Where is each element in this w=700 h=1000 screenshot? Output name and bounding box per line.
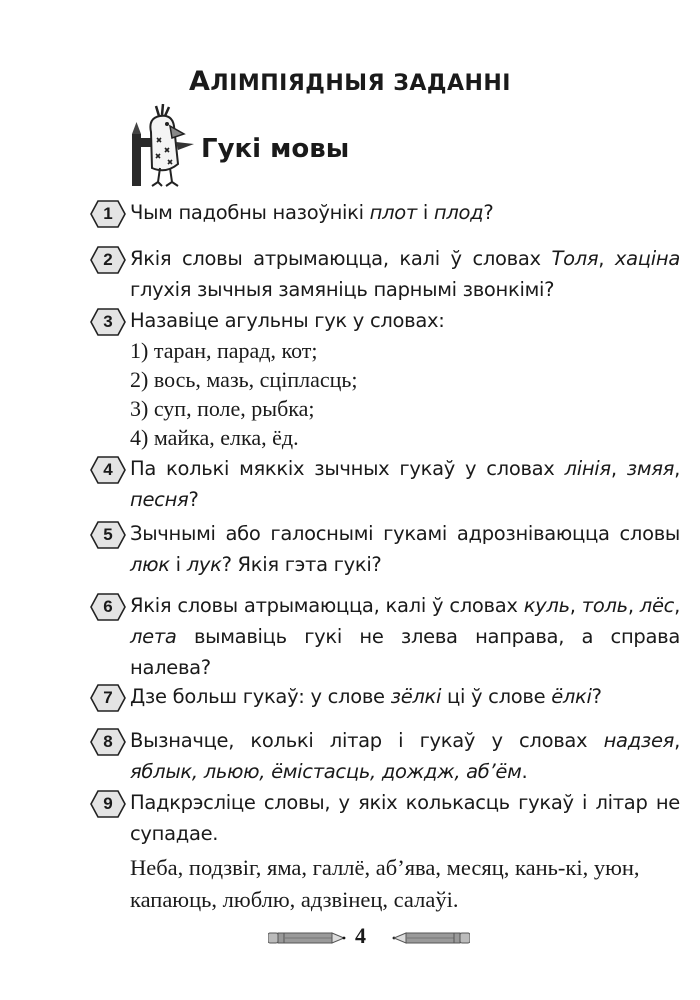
task-question [130, 518, 680, 580]
question-text: Назавіце агульны гук у словах: [130, 309, 445, 332]
italic-word: толь [581, 594, 628, 617]
task-number: 8 [103, 732, 113, 751]
task-item [90, 518, 680, 580]
bird-with-pencil-icon [126, 104, 200, 190]
question-text: Чым падобны назоўнікі [130, 201, 370, 224]
question-text: , [598, 247, 615, 270]
question-text: вымавіць гукі не злева направа, а справа налева? [130, 625, 680, 679]
task-question [130, 197, 680, 228]
task-item [90, 453, 680, 515]
italic-word: лук [186, 553, 222, 576]
pencil-icon [268, 931, 346, 945]
task-number: 3 [103, 312, 113, 331]
answer-option: 2) вось, мазь, сціпласць; [130, 367, 358, 392]
question-text: і [169, 553, 187, 576]
italic-word: Толя [551, 247, 599, 270]
italic-word: куль [523, 594, 570, 617]
task-number: 7 [103, 688, 113, 707]
question-text: ці ў слове [441, 685, 552, 708]
task-question [130, 681, 680, 712]
answer-option: 1) таран, парад, кот; [130, 338, 318, 363]
question-text: , [674, 594, 680, 617]
italic-word: плод [433, 201, 484, 224]
question-text: Вызначце, колькі літар і гукаў у словах [130, 729, 604, 752]
task-item [90, 590, 680, 683]
italic-word: надзея [603, 729, 675, 752]
task-number-badge [90, 308, 126, 336]
italic-word: змяя [626, 457, 675, 480]
italic-word: лінія [564, 457, 611, 480]
question-text: ? [188, 488, 199, 511]
italic-word: ёлкі [551, 685, 592, 708]
task-question [130, 453, 680, 515]
question-text: , [610, 457, 627, 480]
task-question [130, 725, 680, 787]
task-number: 9 [103, 794, 113, 813]
task-number-badge [90, 790, 126, 818]
answer-option: 3) суп, поле, рыбка; [130, 396, 315, 421]
task-number-badge [90, 728, 126, 756]
task-question [130, 590, 680, 683]
answer-option: 4) майка, елка, ёд. [130, 425, 299, 450]
task-item [90, 787, 680, 849]
task-number: 6 [103, 597, 113, 616]
italic-word: лета [130, 625, 177, 648]
title-rest: ЛІМПІЯДНЫЯ ЗАДАННІ [210, 71, 511, 96]
word-list: Неба, подзвіг, яма, галлё, аб’ява, месяц, кань-кі, уюн, капаюць, люблю, адзвінец, салаўі. [130, 855, 640, 912]
question-text: Зычнымі або галоснымі гукамі адрозніваюцца словы [130, 522, 680, 545]
task-number-badge [90, 521, 126, 549]
task-number: 1 [103, 204, 113, 223]
question-text: Па колькі мяккіх зычных гукаў у словах [130, 457, 565, 480]
question-text: Дзе больш гукаў: у слове [130, 685, 391, 708]
task-question [130, 305, 680, 336]
italic-word: хаціна [614, 247, 680, 270]
pencil-icon [392, 931, 470, 945]
task-number-badge [90, 684, 126, 712]
italic-word: люк [130, 553, 170, 576]
italic-word: яблык, льюю, ёмістасць, дождж, аб’ём [130, 760, 522, 783]
title-initial: А [189, 66, 211, 97]
task-question [130, 787, 680, 849]
question-text: , [627, 594, 640, 617]
task-question [130, 243, 680, 305]
task-number: 4 [103, 460, 113, 479]
question-text: і [416, 201, 434, 224]
question-text: , [569, 594, 582, 617]
italic-word: песня [130, 488, 189, 511]
italic-word: зёлкі [390, 685, 442, 708]
question-text: глухія зычныя замяніць парнымі звонкімі? [130, 278, 555, 301]
task-item [90, 243, 680, 305]
question-text: , [674, 729, 680, 752]
section-title: Гукі мовы [201, 134, 350, 164]
task-number-badge [90, 456, 126, 484]
question-text: . [521, 760, 528, 783]
task-number: 5 [103, 525, 113, 544]
task-number-badge [90, 200, 126, 228]
question-text: Падкрэсліце словы, у якіх колькасць гукаў і літар не супадае. [130, 791, 680, 845]
task-number-badge [90, 246, 126, 274]
task-item [90, 305, 680, 452]
question-text: Якія словы атрымаюцца, калі ў словах [130, 247, 552, 270]
task-item [90, 197, 680, 228]
italic-word: плот [369, 201, 417, 224]
question-text: Якія словы атрымаюцца, калі ў словах [130, 594, 524, 617]
task-number-badge [90, 593, 126, 621]
page-title [0, 66, 700, 97]
question-text: ? [483, 201, 494, 224]
question-text: ? Якія гэта гукі? [221, 553, 382, 576]
answer-options [130, 336, 680, 452]
task-item [90, 681, 680, 712]
page-number: 4 [355, 923, 366, 948]
italic-word: лёс [639, 594, 675, 617]
question-text: , [674, 457, 680, 480]
task-number: 2 [103, 250, 113, 269]
question-text: ? [591, 685, 602, 708]
task-item [90, 725, 680, 787]
page-footer [0, 925, 700, 955]
